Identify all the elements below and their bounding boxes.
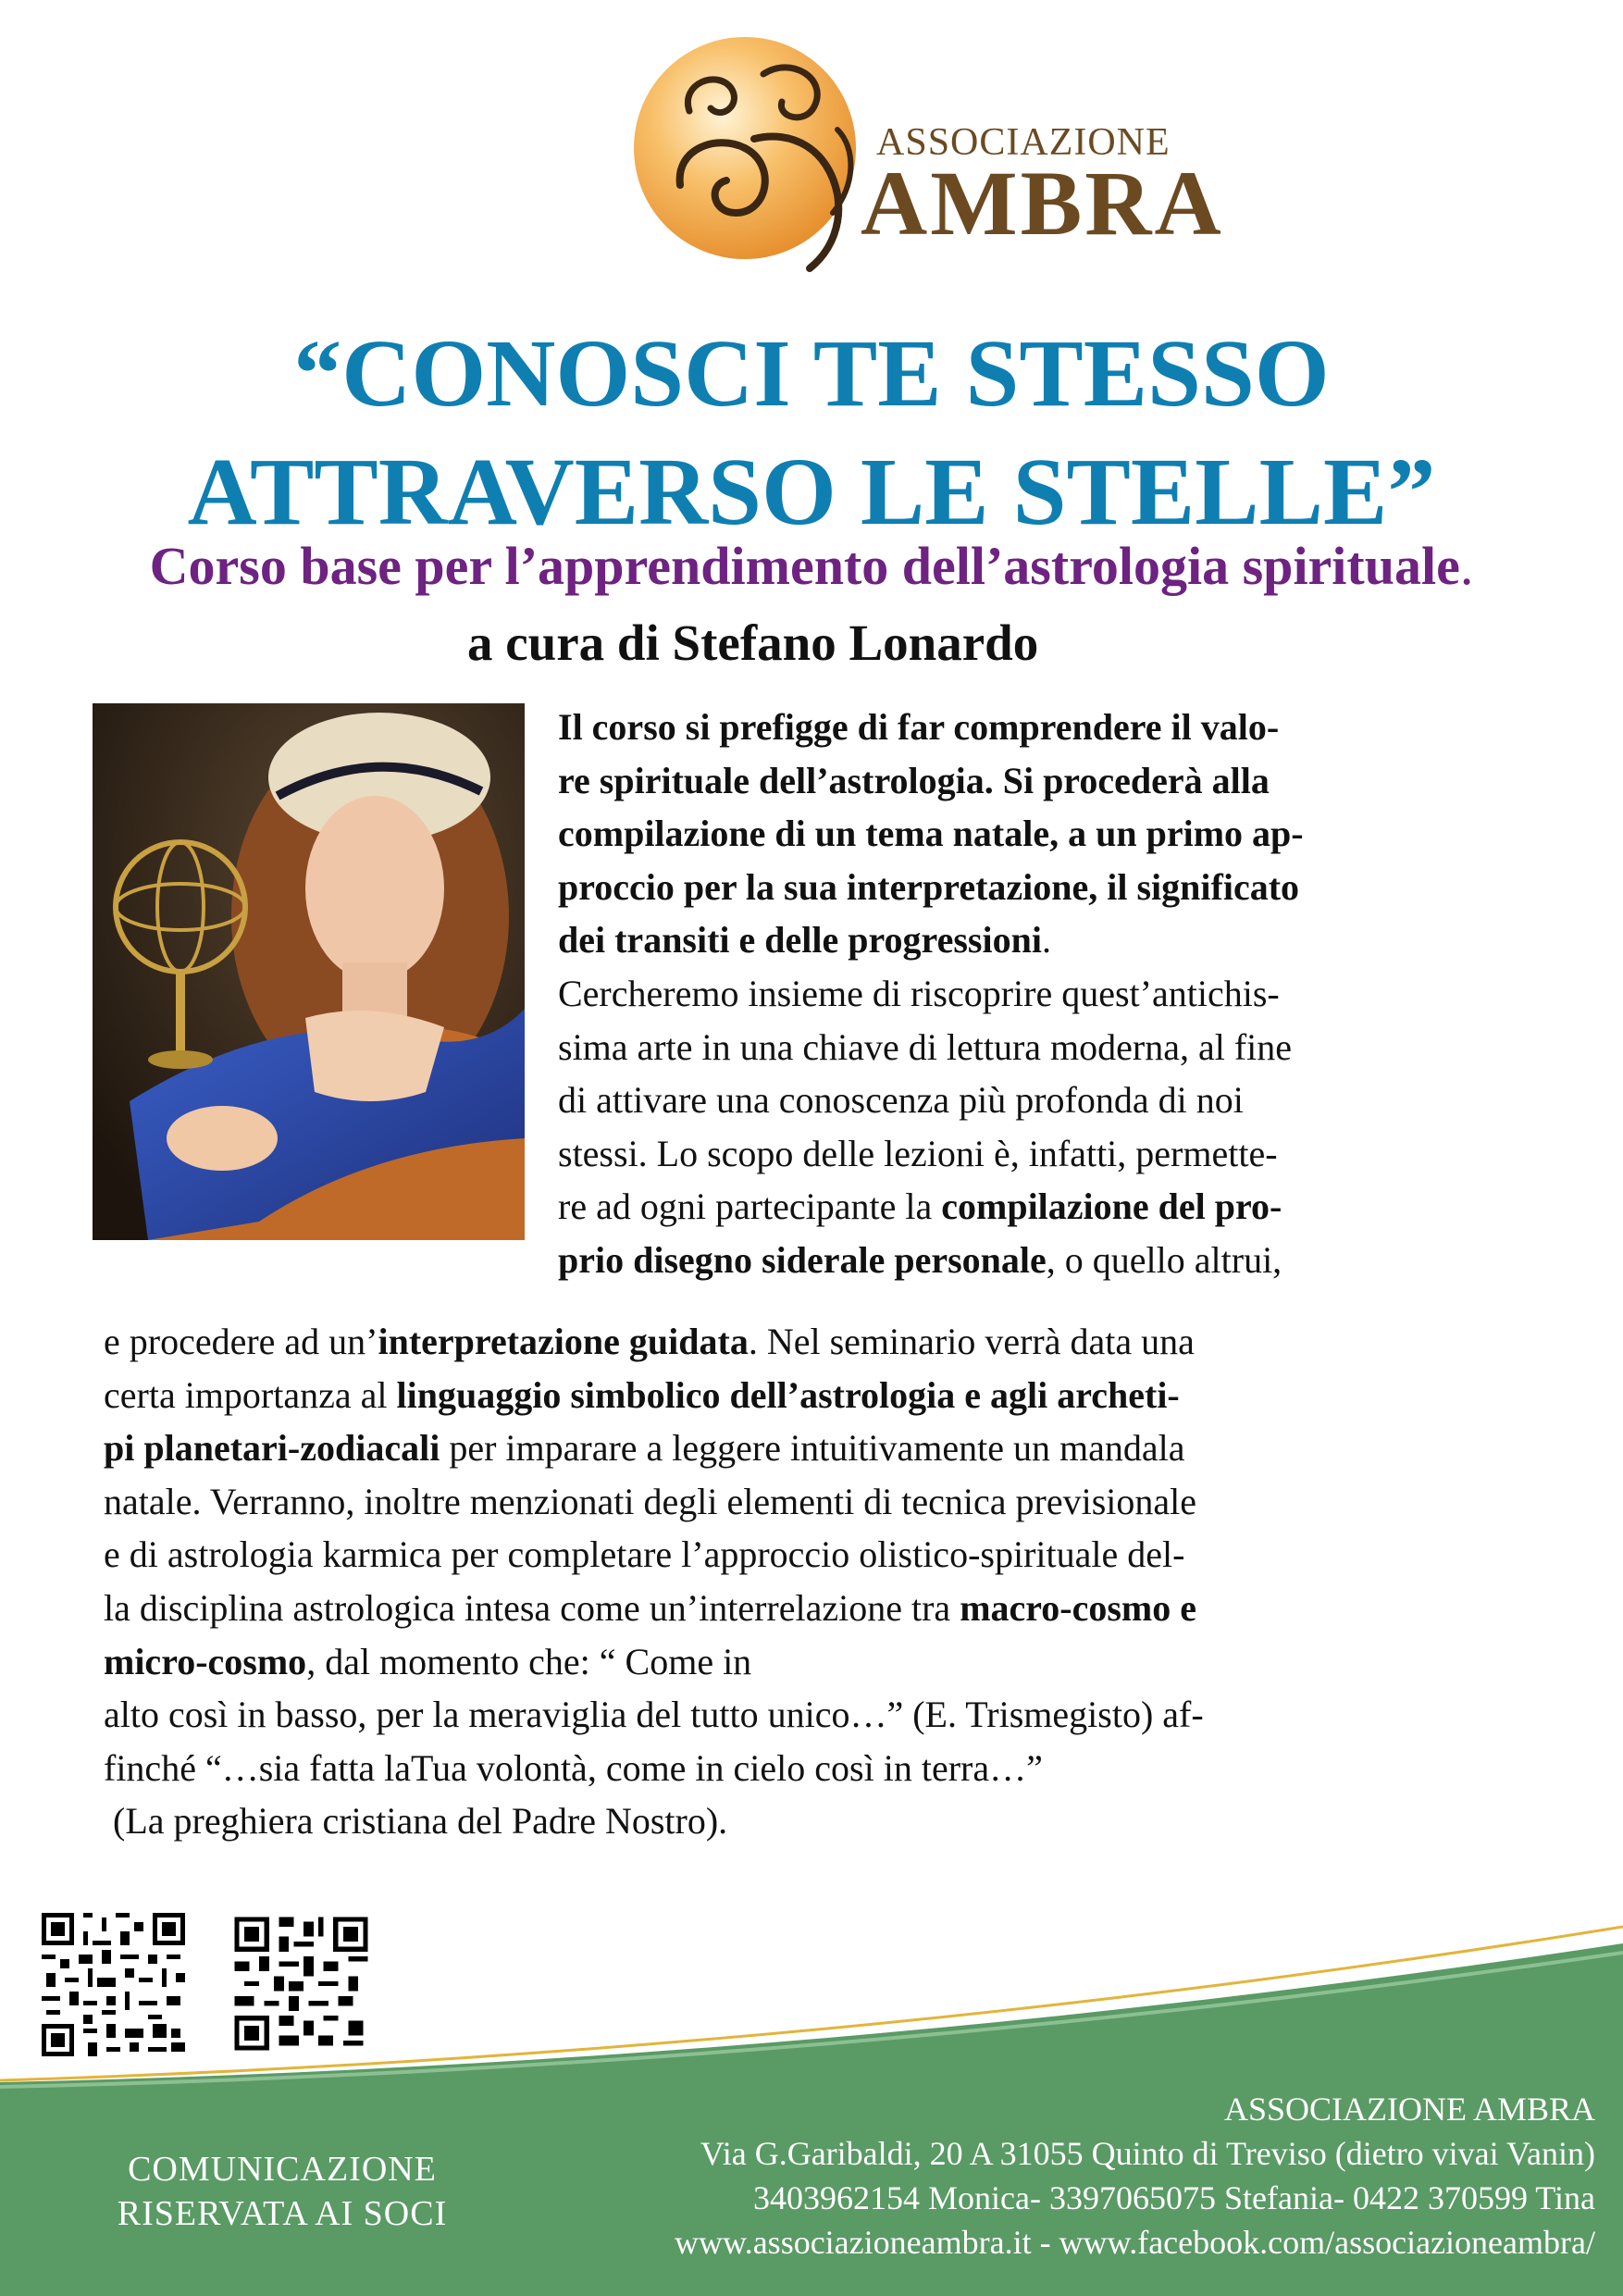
text-line: Il corso si prefigge di far comprendere il valo- — [558, 706, 1280, 748]
subtitle-dot: . — [1459, 536, 1474, 596]
footer-address: Via G.Garibaldi, 20 A 31055 Quinto di Treviso (dietro vivai Vanin) — [700, 2135, 1595, 2172]
text-line: proccio per la sua interpretazione, il significato — [558, 865, 1300, 908]
bold-phrase: compilazione del pro- — [941, 1185, 1282, 1228]
text-line: re spirituale dell’astrologia. Si procederà alla — [558, 759, 1270, 801]
logo-main-text: AMBRA — [861, 152, 1224, 254]
plain-phrase: , o quello altrui, — [1046, 1238, 1282, 1281]
text-line — [558, 913, 1483, 967]
bold-phrase: dei transiti e delle progressioni — [558, 919, 1042, 962]
title-line-2: ATTRAVERSO LE STELLE” — [187, 439, 1436, 545]
text-line: alto così in basso, per la meraviglia del tutto unico…” (E. Trismegisto) af- — [104, 1694, 1204, 1736]
footer-phones: 3403962154 Monica- 3397065075 Stefania- 0422 370599 Tina — [753, 2179, 1595, 2216]
subtitle-text: Corso base per l’apprendimento dell’astrologia spirituale — [149, 536, 1460, 596]
author-line: a cura di Stefano Lonardo — [467, 614, 1039, 671]
text-line: Cercheremo insieme di riscoprire quest’antichis- — [558, 972, 1280, 1014]
qr-code-website[interactable] — [37, 1908, 190, 2061]
text-line: e procedere ad un’interpretazione guidata. Nel seminario verrà data una — [104, 1321, 1195, 1362]
members-notice-line-1: COMUNICAZIONE — [128, 2150, 437, 2189]
text-line: natale. Verranno, inoltre menzionati degli elementi di tecnica previsionale — [104, 1480, 1197, 1522]
intro-paragraph — [558, 701, 1483, 1287]
main-paragraph — [104, 1315, 1473, 1848]
text-line: la disciplina astrologica intesa come un’interrelazione tra macro-cosmo e — [104, 1586, 1197, 1629]
text-line: stessi. Lo scopo delle lezioni è, infatti, permette- — [558, 1132, 1278, 1174]
footer-org-name: ASSOCIAZIONE AMBRA — [1223, 2091, 1595, 2128]
astrology-painting-image — [93, 703, 525, 1240]
text-line: compilazione di un tema natale, a un primo ap- — [558, 813, 1304, 855]
text-line: micro-cosmo, dal momento che: “ Come in — [104, 1640, 752, 1682]
bold-phrase: prio disegno siderale personale — [558, 1238, 1047, 1281]
text-line: finché “…sia fatta laTua volontà, come in cielo così in terra…” — [104, 1746, 1043, 1789]
text-line — [558, 1234, 1483, 1287]
footer-web-links[interactable]: www.associazioneambra.it - www.facebook.com/associazioneambra/ — [675, 2224, 1595, 2261]
text-line: pi planetari-zodiacali per imparare a leggere intuitivamente un mandala — [104, 1427, 1185, 1470]
text-line: sima arte in una chiave di lettura moderna, al fine — [558, 1025, 1293, 1068]
association-logo — [625, 28, 1224, 278]
logo-small-text: ASSOCIAZIONE — [876, 121, 1171, 164]
text-line: e di astrologia karmica per completare l’approccio olistico-spirituale del- — [104, 1533, 1185, 1576]
text-line: certa importanza al linguaggio simbolico dell’astrologia e agli archeti- — [104, 1373, 1180, 1416]
qr-code-facebook[interactable] — [229, 1912, 373, 2055]
text-line: di attivare una conoscenza più profonda di noi — [558, 1079, 1244, 1122]
plain-phrase: . — [1041, 919, 1051, 962]
text-line: (La preghiera cristiana del Padre Nostro). — [104, 1800, 728, 1843]
text-line — [558, 1180, 1483, 1234]
plain-phrase: re ad ogni partecipante la — [558, 1185, 942, 1228]
course-subtitle — [0, 535, 1623, 597]
members-notice-line-2: RISERVATA AI SOCI — [117, 2194, 448, 2233]
title-line-1: “CONOSCI TE STESSO — [293, 320, 1330, 427]
